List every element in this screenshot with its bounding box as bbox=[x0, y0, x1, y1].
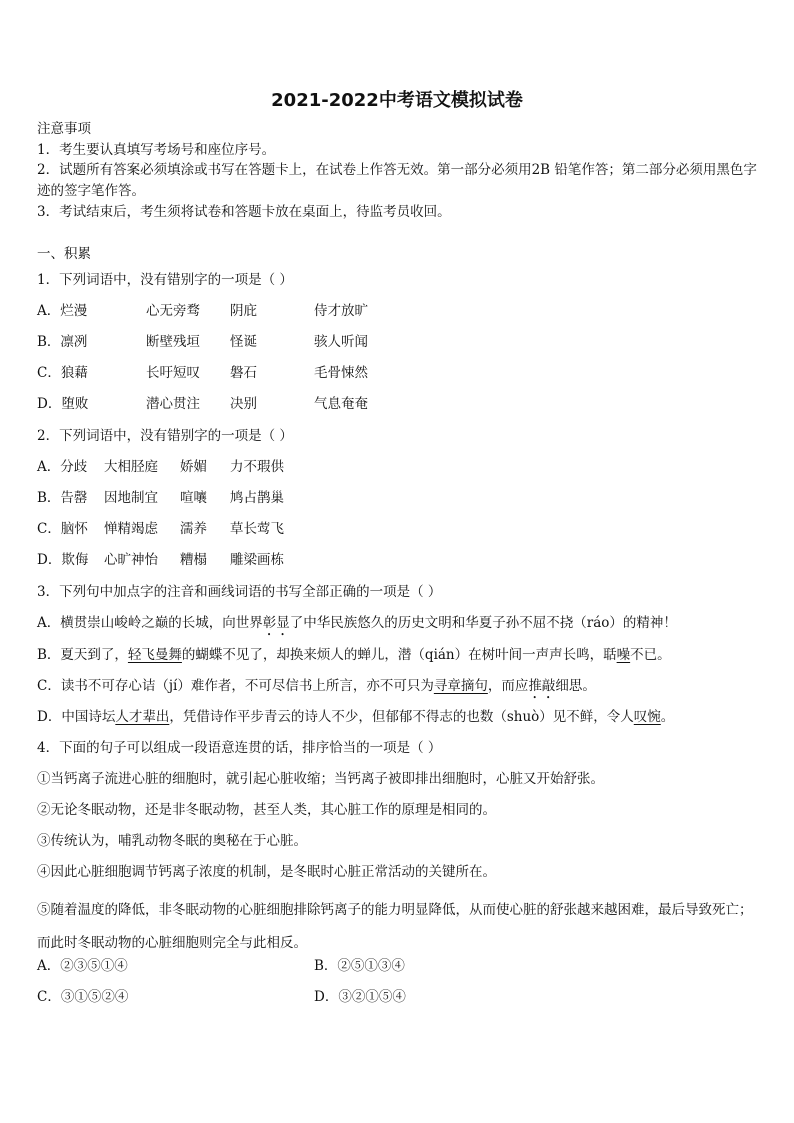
q4-sentence: ②无论冬眠动物，还是非冬眠动物，甚至人类，其心脏工作的原理是相同的。 bbox=[37, 802, 496, 818]
option-word: 断壁残垣 bbox=[146, 334, 200, 350]
underlined-word: 噪 bbox=[616, 647, 631, 663]
q4-option-d: D．③②①⑤④ bbox=[314, 989, 406, 1005]
q4-option-a: A．②③⑤①④ bbox=[37, 958, 128, 974]
option-word: 决别 bbox=[230, 396, 257, 412]
note-item: 2．试题所有答案必须填涂或书写在答题卡上，在试卷上作答无效。第一部分必须用2B 铅笔作答；第二部分必须用黑色字迹的签字笔作答。 bbox=[37, 162, 757, 199]
option-word: 鸠占鹊巢 bbox=[230, 490, 284, 506]
dotted-word: 彰显 bbox=[262, 615, 290, 631]
q3-option-b bbox=[37, 646, 671, 664]
option-word: 毛骨悚然 bbox=[314, 365, 368, 381]
option-word: 娇媚 bbox=[180, 459, 207, 475]
underlined-word: 轻飞曼舞 bbox=[127, 647, 182, 663]
option-word: 阴庇 bbox=[230, 303, 257, 319]
option-word: D．堕败 bbox=[37, 396, 89, 412]
option-word: C．狼藉 bbox=[37, 365, 88, 381]
q3-option-a bbox=[37, 614, 677, 639]
q1-stem: 1．下列词语中，没有错别字的一项是（ ） bbox=[37, 272, 293, 288]
option-word: 长吁短叹 bbox=[146, 365, 200, 381]
q4-sentence: ⑤随着温度的降低，非冬眠动物的心脏细胞排除钙离子的能力明显降低，从而使心脏的舒张越来越困难，最后导致死亡；而此时冬眠动物的心脏细胞则完全与此相反。 bbox=[37, 902, 753, 951]
option-word: 潜心贯注 bbox=[146, 396, 200, 412]
option-word: A．烂漫 bbox=[37, 303, 88, 319]
option-text: B．夏天到了， bbox=[37, 647, 128, 663]
option-word: 雕梁画栋 bbox=[230, 552, 284, 568]
option-word: 濡养 bbox=[180, 521, 207, 537]
underlined-word: 叹惋 bbox=[633, 709, 661, 725]
notes-heading: 注意事项 bbox=[37, 121, 91, 137]
option-text: 不已。 bbox=[630, 647, 671, 663]
option-text: A．横贯崇山峻岭之巅的长城，向世界 bbox=[37, 615, 263, 631]
option-word: 心旷神怡 bbox=[104, 552, 158, 568]
option-word: C．脑怀 bbox=[37, 521, 88, 537]
option-text: ，而应 bbox=[487, 678, 529, 694]
dotted-word: 推敲 bbox=[528, 678, 556, 694]
option-word: B．凛冽 bbox=[37, 334, 88, 350]
underlined-word: 人才辈出 bbox=[115, 709, 170, 725]
option-word: 喧嚷 bbox=[180, 490, 207, 506]
underlined-word: 寻章摘句 bbox=[433, 678, 488, 694]
option-word: B．告罄 bbox=[37, 490, 88, 506]
q4-sentence: ④因此心脏细胞调节钙离子浓度的机制，是冬眠时心脏正常活动的关键所在。 bbox=[37, 864, 496, 880]
option-text: 了中华民族悠久的历史文明和华夏子孙不屈不挠（ráo）的精神！ bbox=[289, 615, 677, 631]
note-item: 3．考试结束后，考生须将试卷和答题卡放在桌面上，待监考员收回。 bbox=[37, 204, 451, 220]
option-word: A．分歧 bbox=[37, 459, 88, 475]
q3-option-d bbox=[37, 708, 674, 726]
option-word: D．欺侮 bbox=[37, 552, 89, 568]
option-word: 因地制宜 bbox=[104, 490, 158, 506]
section-heading: 一、积累 bbox=[37, 246, 91, 262]
option-word: 磐石 bbox=[230, 365, 257, 381]
q4-sentence: ①当钙离子流进心脏的细胞时，就引起心脏收缩；当钙离子被即排出细胞时，心脏又开始舒张。 bbox=[37, 771, 604, 787]
option-word: 气息奄奄 bbox=[314, 396, 368, 412]
note-item: 1．考生要认真填写考场号和座位序号。 bbox=[37, 142, 276, 158]
option-text: 细思。 bbox=[555, 678, 596, 694]
option-text: ，凭借诗作平步青云的诗人不少，但郁郁不得志的也数（shuò）见不鲜，令人 bbox=[169, 709, 634, 725]
option-word: 糟榻 bbox=[180, 552, 207, 568]
q2-stem: 2．下列词语中，没有错别字的一项是（ ） bbox=[37, 428, 293, 444]
q3-option-c bbox=[37, 677, 596, 702]
option-word: 草长莺飞 bbox=[230, 521, 284, 537]
option-word: 心无旁骛 bbox=[146, 303, 200, 319]
q4-sentence: ③传统认为，哺乳动物冬眠的奥秘在于心脏。 bbox=[37, 833, 307, 849]
option-text: 。 bbox=[660, 709, 675, 725]
option-word: 怪诞 bbox=[230, 334, 257, 350]
option-text: D．中国诗坛 bbox=[37, 709, 116, 725]
option-word: 大相胫庭 bbox=[104, 459, 158, 475]
q4-option-b: B．②⑤①③④ bbox=[314, 958, 405, 974]
option-word: 惮精竭虑 bbox=[104, 521, 158, 537]
q3-stem: 3．下列句中加点字的注音和画线词语的书写全部正确的一项是（ ） bbox=[37, 584, 442, 600]
option-word: 骇人听闻 bbox=[314, 334, 368, 350]
q4-stem: 4．下面的句子可以组成一段语意连贯的话，排序恰当的一项是（ ） bbox=[37, 740, 442, 756]
q4-option-c: C．③①⑤②④ bbox=[37, 989, 129, 1005]
option-text: C．读书不可存心诘（jí）难作者，不可尽信书上所言，亦不可只为 bbox=[37, 678, 434, 694]
option-word: 侍才放旷 bbox=[314, 303, 368, 319]
page-title: 2021-2022中考语文模拟试卷 bbox=[271, 90, 523, 111]
option-word: 力不瑕供 bbox=[230, 459, 284, 475]
option-text: 的蝴蝶不见了，却换来烦人的蝉儿，潜（qián）在树叶间一声声长鸣，聒 bbox=[181, 647, 617, 663]
